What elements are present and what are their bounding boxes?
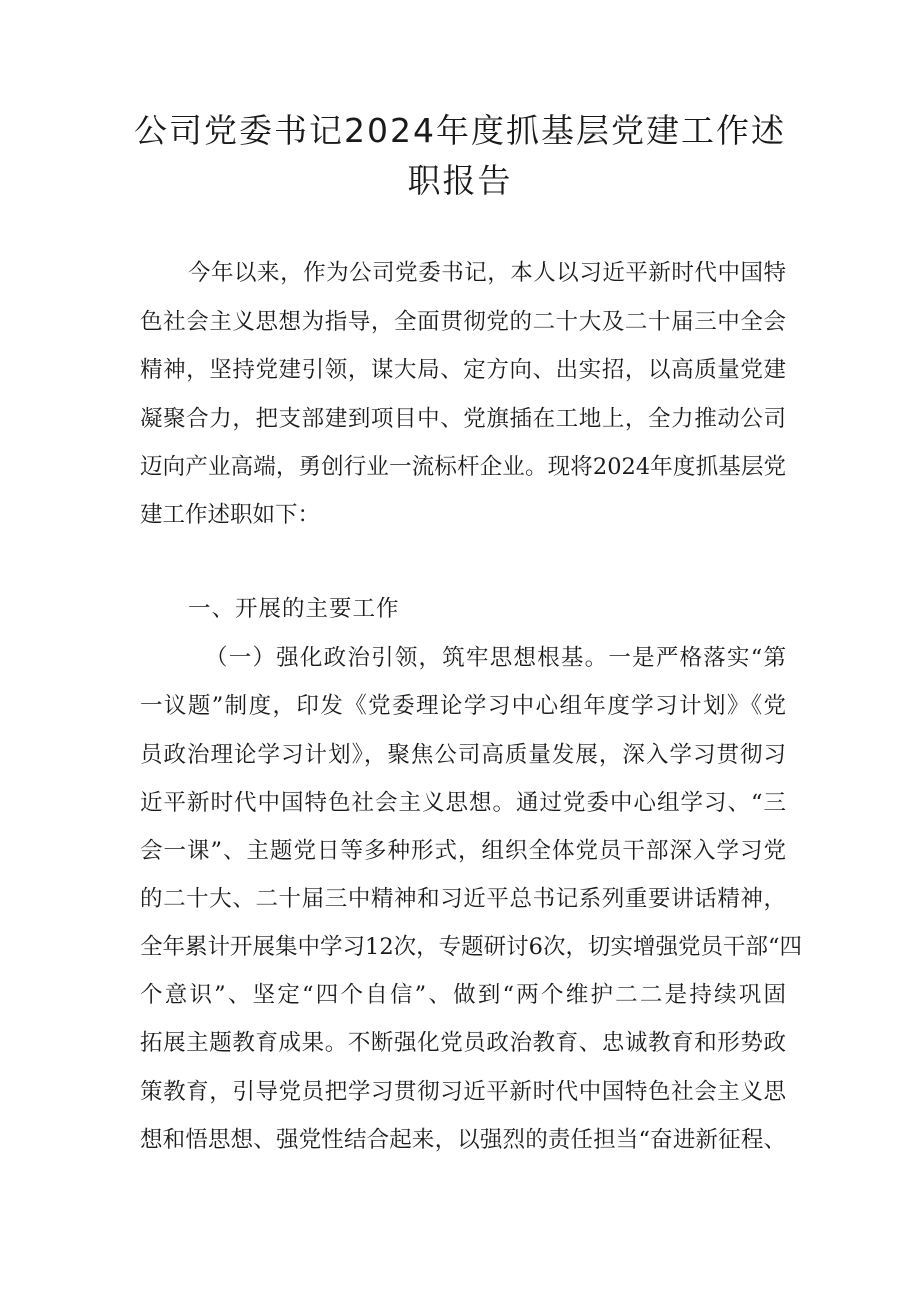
intro-line: 凝聚合力，把支部建到项目中、党旗插在工地上，全力推动公司 — [140, 406, 786, 432]
section-line: 会一课”、主题党日等多种形式，组织全体党员干部深入学习党 — [140, 838, 786, 864]
section-line: 一议题”制度，印发《党委理论学习中心组年度学习计划》《党 — [140, 693, 786, 719]
section-line: 的二十大、二十届三中精神和习近平总书记系列重要讲话精神， — [140, 886, 786, 912]
title-line-2: 职报告 — [407, 161, 513, 200]
section-line: 拓展主题教育成果。不断强化党员政治教育、忠诚教育和形势政 — [140, 1030, 786, 1056]
section-line: 个意识”、坚定“四个自信”、做到“两个维护二二是持续巩固 — [140, 982, 786, 1008]
title-line-1: 公司党委书记2024年度抓基层党建工作述 — [134, 111, 786, 150]
intro-line: 迈向产业高端，勇创行业一流标杆企业。现将2024年度抓基层党 — [140, 454, 786, 480]
section-line: 员政治理论学习计划》，聚焦公司高质量发展，深入学习贯彻习 — [140, 742, 786, 768]
section-heading: 一、开展的主要工作 — [188, 596, 400, 622]
section-line: 策教育，引导党员把学习贯彻习近平新时代中国特色社会主义思 — [140, 1079, 786, 1105]
section-line: （一）强化政治引领，筑牢思想根基。一是严格落实“第 — [205, 645, 786, 671]
section-line: 近平新时代中国特色社会主义思想。通过党委中心组学习、“三 — [140, 790, 786, 816]
intro-line: 今年以来，作为公司党委书记，本人以习近平新时代中国特 — [188, 260, 786, 286]
section-line: 全年累计开展集中学习12次，专题研讨6次，切实增强党员干部“四 — [140, 934, 802, 960]
intro-line: 建工作述职如下： — [140, 502, 321, 528]
intro-line: 色社会主义思想为指导，全面贯彻党的二十大及二十届三中全会 — [140, 309, 786, 335]
section-line: 想和悟思想、强党性结合起来，以强烈的责任担当“奋进新征程、 — [140, 1127, 786, 1153]
document-title — [120, 106, 800, 206]
intro-line: 精神，坚持党建引领，谋大局、定方向、出实招，以高质量党建 — [140, 357, 786, 383]
